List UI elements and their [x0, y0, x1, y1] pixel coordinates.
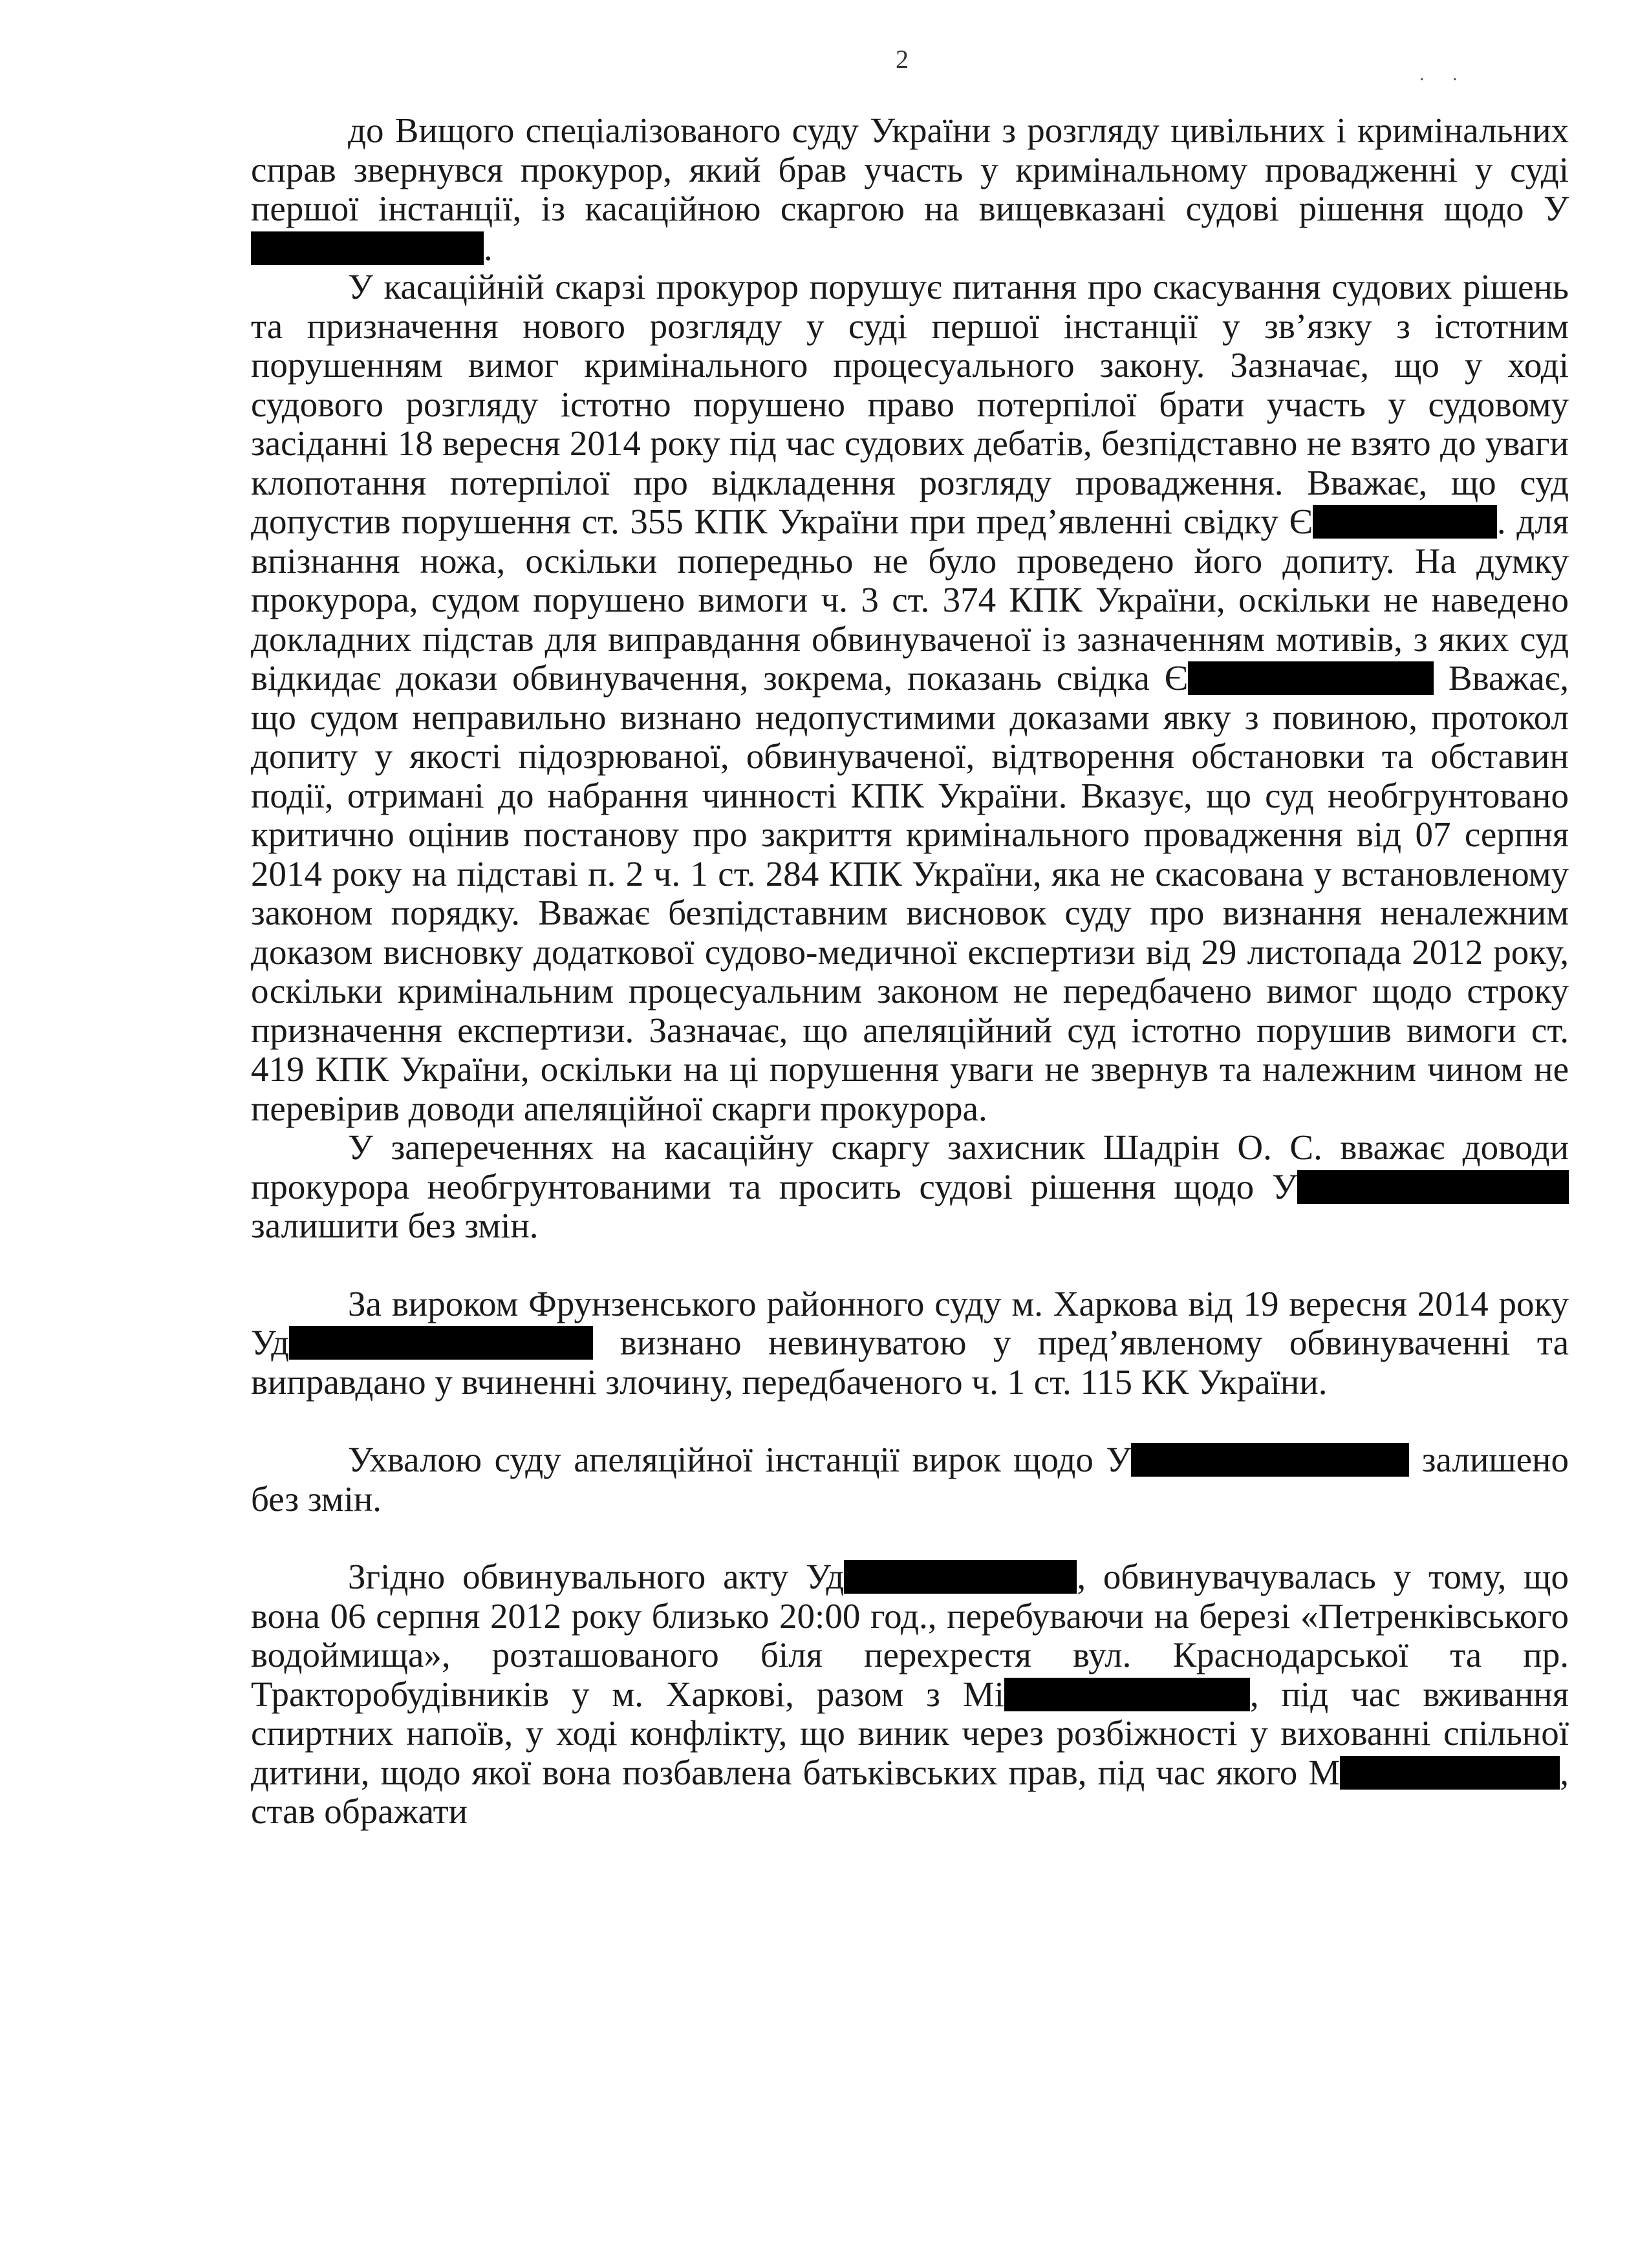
- paragraph-text: За вироком Фрунзенського районного суду м. Харкова від 19 вересня 2014 року Уд: [251, 1283, 1569, 1362]
- redaction-box: [1313, 505, 1497, 539]
- paragraph-text: залишити без змін.: [251, 1206, 539, 1245]
- paragraph: [251, 1128, 1569, 1246]
- redaction-box: [289, 1326, 593, 1360]
- paragraph-text: У запереченнях на касаційну скаргу захисник Шадрін О. С. вважає доводи прокурора необгрунтованими та просить судові рішення щодо У: [251, 1128, 1569, 1206]
- paragraph: [251, 1557, 1569, 1832]
- redaction-box: [844, 1560, 1077, 1594]
- paragraph-text: . для впізнання ножа, оскільки попередньо не було проведено його допиту. На думку прокурора, судом порушено вимоги ч. 3 ст. 374 КПК України, оскільки не наведено докладних підстав для виправдання обвинуваченої із зазначенням мотивів, з яких суд відкидає докази обвинувачення, зокрема, показань свідка Є: [251, 502, 1569, 698]
- paragraph-text: Вважає, що судом неправильно визнано недопустимими доказами явку з повиною, протокол допиту у якості підозрюваної, обвинуваченої, відтворення обстановки та обставин події, отримані до набрання чинності КПК України. Вказує, що суд необгрунтовано критично оцінив постанову про закриття кримінального провадження від 07 серпня 2014 року на підставі п. 2 ч. 1 ст. 284 КПК України, яка не скасована у встановленому законом порядку. Вважає безпідставним висновок суду про визнання неналежним доказом висновку додаткової судово-медичної експертизи від 29 листопада 2012 року, оскільки кримінальним процесуальним законом не передбачено вимог щодо строку призначення експертизи. Зазначає, що апеляційний суд істотно порушив вимоги ст. 419 КПК України, оскільки на ці порушення уваги не звернув та належним чином не перевірив доводи апеляційної скарги прокурора.: [251, 658, 1569, 1128]
- paragraph: [251, 111, 1569, 268]
- document-body: [251, 111, 1569, 1832]
- redaction-box: [1340, 1756, 1560, 1790]
- redaction-box: [1004, 1678, 1250, 1711]
- paragraph-text: У касаційній скарзі прокурор порушує питання про скасування судових рішень та призначення нового розгляду у суді першої інстанції у зв’язку з істотним порушенням вимог кримінального процесуального закону. Зазначає, що у ході судового розгляду істотно порушено право потерпілої брати участь у судовому засіданні 18 вересня 2014 року під час судових дебатів, безпідставно не взято до уваги клопотання потерпілої про відкладення розгляду провадження. Вважає, що суд допустив порушення ст. 355 КПК України при пред’явленні свідку Є: [251, 267, 1569, 541]
- page-number: 2: [896, 45, 909, 74]
- paragraph-text: до Вищого спеціалізованого суду України з розгляду цивільних і кримінальних справ звернувся прокурор, який брав участь у кримінальному провадженні у суді першої інстанції, із касаційною скаргою на вищевказані судові рішення щодо У: [251, 111, 1569, 228]
- redaction-box: [251, 231, 484, 265]
- paragraph-text: , обвинувачувалась у тому, що вона 06 серпня 2012 року близько 20:00 год., перебуваючи на березі «Петренківського водоймища», розташованого біля перехрестя вул. Краснодарської та пр. Тракторобудівників у м. Харкові, разом з Мі: [251, 1557, 1569, 1714]
- paragraph-text: визнано невинуватою у пред’явленому обвинуваченні та виправдано у вчиненні злочину, передбаченого ч. 1 ст. 115 КК України.: [251, 1323, 1569, 1402]
- paragraph-text: , під час вживання спиртних напоїв, у ході конфлікту, що виник через розбіжності у вихованні спільної дитини, щодо якої вона позбавлена батьківських прав, під час якого М: [251, 1674, 1569, 1792]
- redaction-box: [1131, 1443, 1409, 1477]
- paragraph-text: залишено без змін.: [251, 1440, 1569, 1519]
- paragraph: [251, 268, 1569, 1128]
- paragraph: [251, 1440, 1569, 1519]
- paragraph-text: Згідно обвинувального акту Уд: [348, 1557, 845, 1596]
- paragraph-text: Ухвалою суду апеляційної інстанції вирок щодо У: [348, 1440, 1132, 1479]
- paragraph-text: , став ображати: [251, 1752, 1569, 1831]
- paragraph: [251, 1285, 1569, 1402]
- corner-marks: . .: [1419, 63, 1469, 85]
- paragraph-text: .: [484, 228, 493, 268]
- redaction-box: [1188, 661, 1434, 695]
- redaction-box: [1297, 1170, 1569, 1204]
